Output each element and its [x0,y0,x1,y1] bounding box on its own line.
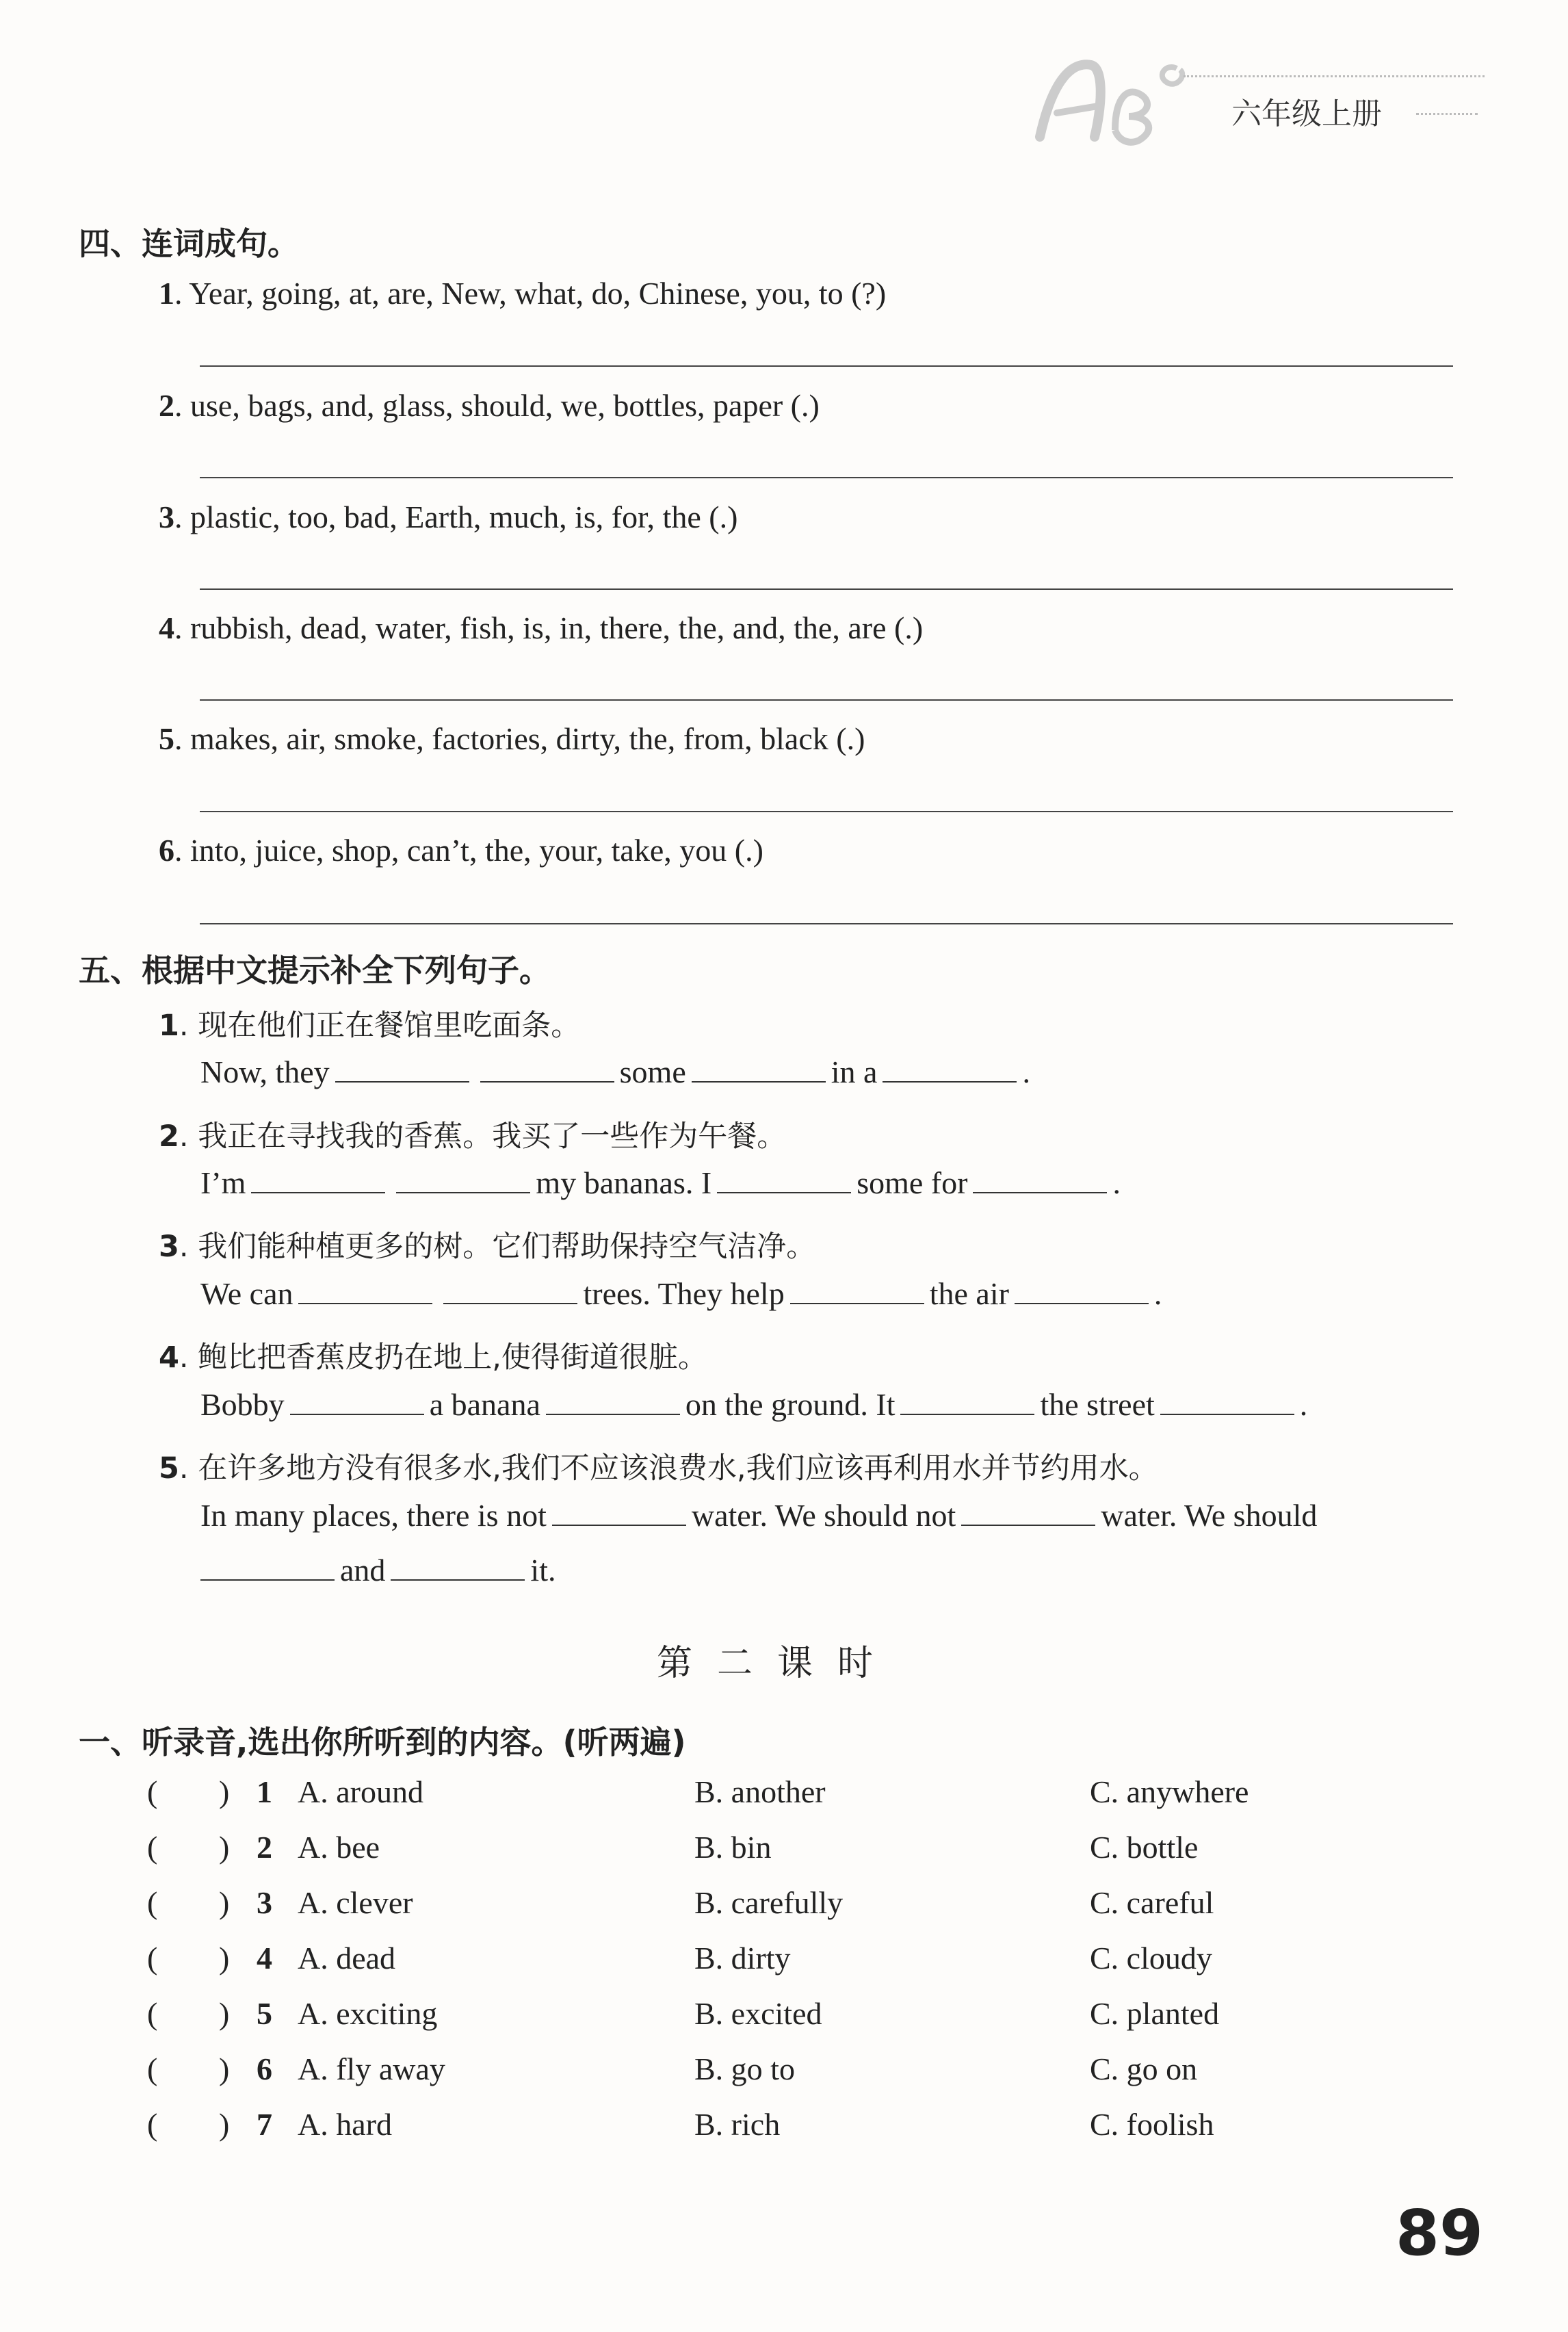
question-text: . rubbish, dead, water, fish, is, in, there, the, and, the, are (.) [174,610,924,645]
question-number: 1 [159,276,174,311]
header-divider-short [1416,113,1478,115]
sentence-text: some for [857,1165,968,1200]
question-number: 2 [159,1119,179,1154]
answer-paren-open[interactable]: ( [147,1830,158,1865]
answer-paren-close: ) [219,1941,230,1975]
blank[interactable] [396,1166,530,1193]
sentence-text: a banana [429,1387,540,1422]
question-item [159,832,763,868]
sentence-text: Bobby [200,1387,285,1422]
blank[interactable] [251,1166,385,1193]
sentence-text: trees. They help [583,1276,785,1311]
lesson-title: 第二课时 [657,1643,898,1684]
section-title: 五、根据中文提示补全下列句子。 [79,952,551,989]
option-c: C. planted [1090,1996,1220,2031]
question-number: 3 [159,500,174,534]
sentence-text: and [340,1553,386,1588]
option-c: C. careful [1090,1885,1214,1920]
question-item [159,387,820,424]
sentence-text: the street [1040,1387,1155,1422]
blank[interactable] [443,1277,577,1304]
answer-paren-open[interactable]: ( [147,1941,158,1975]
listening-item [147,1774,1447,1815]
listening-item [147,2051,1447,2092]
chinese-prompt: . 我们能种植更多的树。它们帮助保持空气洁净。 [179,1230,816,1264]
option-a: A. around [298,1774,423,1809]
question-text: . makes, air, smoke, factories, dirty, the, from, black (.) [174,721,865,756]
section-title: 四、连词成句。 [79,225,299,262]
answer-paren-open[interactable]: ( [147,1774,158,1809]
abc-logo-icon [1026,48,1204,151]
option-b: B. go to [694,2051,795,2086]
sentence-text: the air [929,1276,1009,1311]
blank[interactable] [790,1277,924,1304]
question-number: 4 [159,610,174,645]
sentence-text: my bananas. I [536,1165,712,1200]
listening-item [147,1940,1447,1981]
blank[interactable] [973,1166,1107,1193]
answer-paren-open[interactable]: ( [147,1885,158,1920]
question-number: 3 [159,1230,179,1264]
sentence-text: some [619,1054,686,1089]
blank[interactable] [883,1055,1017,1083]
question-item [159,1223,815,1265]
question-number: 5 [257,1996,272,2031]
option-b: B. bin [694,1830,772,1865]
answer-line[interactable] [200,699,1453,701]
blank[interactable] [480,1055,614,1083]
sentence-text: in a [831,1054,878,1089]
question-item [159,1445,1158,1487]
answer-paren-open[interactable]: ( [147,1996,158,2031]
listening-item [147,1995,1447,2036]
answer-line[interactable] [200,365,1453,367]
option-c: C. bottle [1090,1830,1199,1865]
blank[interactable] [692,1055,826,1083]
question-number: 7 [257,2107,272,2142]
listening-item [147,1884,1447,1926]
sentence-text: Now, they [200,1054,330,1089]
answer-line[interactable] [200,811,1453,812]
question-number: 4 [159,1340,179,1375]
blank[interactable] [546,1388,680,1415]
option-a: A. bee [298,1830,380,1865]
question-number: 6 [159,833,174,868]
answer-paren-close: ) [219,2051,230,2086]
option-c: C. go on [1090,2051,1198,2086]
option-a: A. fly away [298,2051,445,2086]
answer-paren-close: ) [219,1830,230,1865]
question-item [159,1002,580,1044]
blank[interactable] [1015,1277,1149,1304]
question-item [159,1113,786,1155]
answer-paren-close: ) [219,1885,230,1920]
question-item [159,721,865,757]
fill-sentence [200,1165,1121,1201]
answer-paren-close: ) [219,2107,230,2142]
option-b: B. dirty [694,1941,791,1975]
fill-sentence [200,1386,1307,1423]
page-number: 89 [1396,2197,1484,2270]
question-number: 4 [257,1941,272,1975]
option-b: B. rich [694,2107,781,2142]
chinese-prompt: . 鲍比把香蕉皮扔在地上,使得街道很脏。 [179,1340,707,1375]
fill-sentence [200,1497,1317,1533]
grade-label: 六年级上册 [1231,96,1382,131]
blank[interactable] [391,1553,525,1581]
chinese-prompt: . 在许多地方没有很多水,我们不应该浪费水,我们应该再利用水并节约用水。 [179,1451,1158,1486]
answer-line[interactable] [200,923,1453,924]
question-text: . use, bags, and, glass, should, we, bottles, paper (.) [174,388,820,423]
sentence-text: on the ground. It [685,1387,896,1422]
option-b: B. excited [694,1996,822,2031]
question-text: . into, juice, shop, can’t, the, your, take, you (.) [174,833,763,868]
question-number: 5 [159,1451,179,1486]
sentence-text: it. [530,1553,556,1588]
header-divider [1184,75,1485,77]
page-header [1012,48,1491,157]
question-item [159,499,737,535]
blank[interactable] [552,1499,686,1526]
answer-paren-open[interactable]: ( [147,2051,158,2086]
question-number: 2 [257,1830,272,1865]
sentence-text: . [1112,1165,1121,1200]
fill-sentence [200,1275,1162,1312]
question-number: 6 [257,2051,272,2086]
fill-sentence [200,1054,1030,1090]
sentence-text: In many places, there is not [200,1498,547,1533]
sentence-text: I’m [200,1165,246,1200]
question-text: . plastic, too, bad, Earth, much, is, for, the (.) [174,500,738,534]
sentence-text: water. We should [1101,1498,1318,1533]
sentence-text: We can [200,1276,293,1311]
question-number: 5 [159,721,174,756]
answer-line[interactable] [200,477,1453,478]
sentence-text: . [1299,1387,1308,1422]
question-number: 3 [257,1885,272,1920]
option-a: A. clever [298,1885,413,1920]
option-a: A. hard [298,2107,392,2142]
question-text: . Year, going, at, are, New, what, do, Chinese, you, to (?) [174,276,887,311]
question-item [159,1334,707,1376]
question-item [159,610,923,646]
blank[interactable] [961,1499,1095,1526]
sentence-text: water. We should not [691,1498,956,1533]
option-c: C. cloudy [1090,1941,1212,1975]
listening-item [147,1829,1447,1870]
answer-paren-open[interactable]: ( [147,2107,158,2142]
option-a: A. exciting [298,1996,438,2031]
blank[interactable] [335,1055,469,1083]
listening-item [147,2106,1447,2147]
option-c: C. anywhere [1090,1774,1249,1809]
option-a: A. dead [298,1941,396,1975]
question-number: 2 [159,388,174,423]
option-b: B. carefully [694,1885,844,1920]
sentence-text: . [1022,1054,1030,1089]
blank[interactable] [717,1166,851,1193]
chinese-prompt: . 我正在寻找我的香蕉。我买了一些作为午餐。 [179,1119,787,1154]
section-title: 一、听录音,选出你所听到的内容。(听两遍) [79,1724,686,1761]
answer-paren-close: ) [219,1996,230,2031]
blank[interactable] [290,1388,424,1415]
chinese-prompt: . 现在他们正在餐馆里吃面条。 [179,1009,581,1043]
option-b: B. another [694,1774,826,1809]
question-number: 1 [159,1009,179,1043]
option-c: C. foolish [1090,2107,1214,2142]
blank[interactable] [298,1277,432,1304]
sentence-text: . [1153,1276,1162,1311]
blank[interactable] [900,1388,1034,1415]
blank[interactable] [1160,1388,1294,1415]
answer-paren-close: ) [219,1774,230,1809]
fill-sentence [200,1552,556,1588]
question-item [159,275,886,311]
answer-line[interactable] [200,588,1453,590]
question-number: 1 [257,1774,272,1809]
blank[interactable] [200,1553,335,1581]
